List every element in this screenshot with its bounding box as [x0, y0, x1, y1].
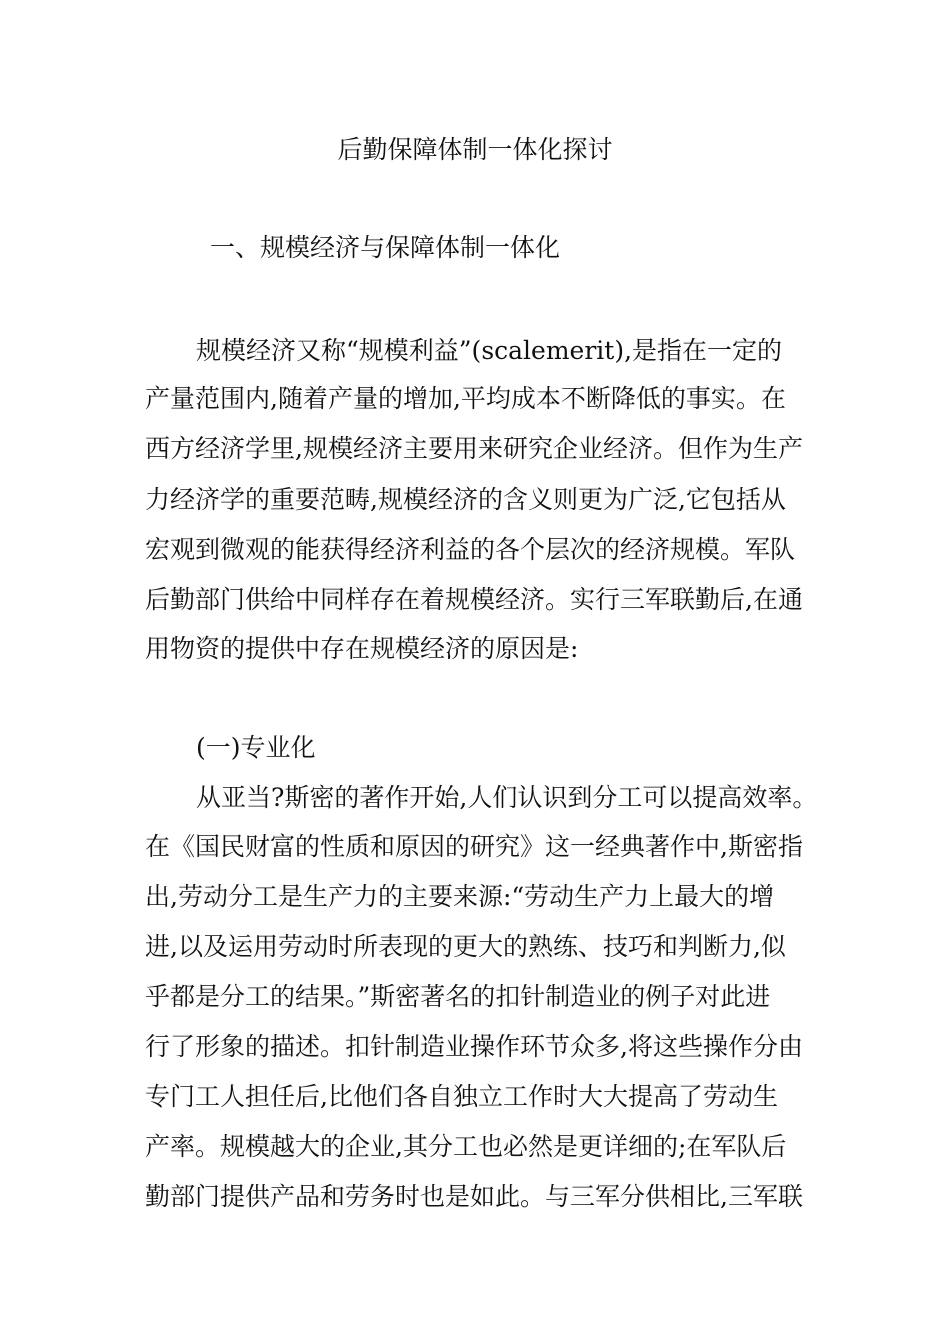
- paragraph-line: 西方经济学里,规模经济主要用来研究企业经济。但作为生产: [145, 434, 803, 463]
- paragraph-line: 行了形象的描述。扣针制造业操作环节众多,将这些操作分由: [145, 1032, 803, 1061]
- paragraph-line: 进,以及运用劳动时所表现的更大的熟练、技巧和判断力,似: [145, 932, 786, 961]
- paragraph-line: 后勤部门供给中同样存在着规模经济。实行三军联勤后,在通: [145, 585, 803, 614]
- paragraph-line: 规模经济又称“规模利益”(scalemerit),是指在一定的: [196, 336, 783, 365]
- paragraph-line: 力经济学的重要范畴,规模经济的含义则更为广泛,它包括从: [145, 485, 786, 514]
- paragraph-line: 勤部门提供产品和劳务时也是如此。与三军分供相比,三军联: [145, 1182, 803, 1211]
- document-title: 后勤保障体制一体化探讨: [337, 135, 613, 164]
- subheading: (一)专业化: [196, 733, 316, 762]
- paragraph-line: 在《国民财富的性质和原因的研究》这一经典著作中,斯密指: [145, 832, 803, 861]
- paragraph-line: 产量范围内,随着产量的增加,平均成本不断降低的事实。在: [145, 384, 786, 413]
- paragraph-line: 宏观到微观的能获得经济利益的各个层次的经济规模。军队: [145, 535, 796, 564]
- paragraph-line: 用物资的提供中存在规模经济的原因是:: [145, 634, 579, 663]
- paragraph-line: 乎都是分工的结果。”斯密著名的扣针制造业的例子对此进: [145, 982, 771, 1011]
- paragraph-line: 产率。规模越大的企业,其分工也必然是更详细的;在军队后: [145, 1132, 787, 1161]
- paragraph-line: 出,劳动分工是生产力的主要来源:“劳动生产力上最大的增: [145, 882, 775, 911]
- paragraph-line: 从亚当?斯密的著作开始,人们认识到分工可以提高效率。: [196, 783, 818, 812]
- section-heading: 一、规模经济与保障体制一体化: [210, 233, 561, 262]
- paragraph-line: 专门工人担任后,比他们各自独立工作时大大提高了劳动生: [145, 1082, 778, 1111]
